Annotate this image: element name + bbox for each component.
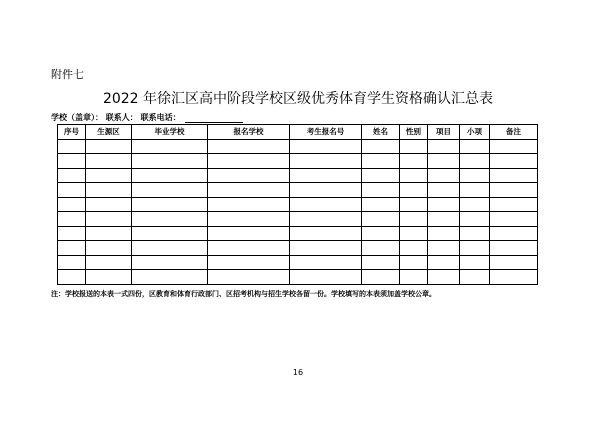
table-header-row bbox=[58, 125, 538, 140]
table-cell[interactable] bbox=[58, 226, 86, 241]
table-cell[interactable] bbox=[400, 255, 428, 270]
table-row bbox=[58, 212, 538, 227]
table-cell[interactable] bbox=[490, 139, 538, 154]
school-seal-label: 学校（盖章）： bbox=[51, 113, 103, 122]
table-cell[interactable] bbox=[428, 154, 460, 169]
table-cell[interactable] bbox=[132, 255, 208, 270]
table-cell[interactable] bbox=[132, 226, 208, 241]
table-cell[interactable] bbox=[490, 241, 538, 256]
table-cell[interactable] bbox=[208, 183, 290, 198]
table-cell[interactable] bbox=[58, 255, 86, 270]
table-cell[interactable] bbox=[208, 255, 290, 270]
table-cell[interactable] bbox=[490, 168, 538, 183]
table-cell[interactable] bbox=[400, 139, 428, 154]
table-cell[interactable] bbox=[290, 183, 362, 198]
table-cell[interactable] bbox=[428, 255, 460, 270]
table-cell[interactable] bbox=[428, 183, 460, 198]
table-cell[interactable] bbox=[132, 154, 208, 169]
col-header-remarks: 备注 bbox=[490, 125, 538, 140]
table-cell[interactable] bbox=[490, 270, 538, 285]
table-cell[interactable] bbox=[132, 212, 208, 227]
table-cell[interactable] bbox=[460, 197, 490, 212]
table-cell[interactable] bbox=[362, 212, 400, 227]
table-cell[interactable] bbox=[208, 270, 290, 285]
table-cell[interactable] bbox=[290, 241, 362, 256]
table-cell[interactable] bbox=[58, 241, 86, 256]
table-row bbox=[58, 255, 538, 270]
table-cell[interactable] bbox=[58, 168, 86, 183]
table-cell[interactable] bbox=[460, 139, 490, 154]
table-cell[interactable] bbox=[460, 212, 490, 227]
footnote: 注：学校报送的本表一式四份，区教育和体育行政部门、区招考机构与招生学校各留一份。学校填写的本表须加盖学校公章。 bbox=[51, 290, 436, 298]
table-cell[interactable] bbox=[460, 241, 490, 256]
col-header-gender: 性别 bbox=[400, 125, 428, 140]
table-cell[interactable] bbox=[58, 139, 86, 154]
table-cell[interactable] bbox=[428, 139, 460, 154]
table-cell[interactable] bbox=[208, 168, 290, 183]
table-cell[interactable] bbox=[58, 154, 86, 169]
annex-label: 附件七 bbox=[51, 68, 84, 81]
table-cell[interactable] bbox=[400, 197, 428, 212]
col-header-applied-school: 报名学校 bbox=[208, 125, 290, 140]
table-cell[interactable] bbox=[428, 226, 460, 241]
table-cell[interactable] bbox=[362, 255, 400, 270]
table-cell[interactable] bbox=[460, 226, 490, 241]
table-cell[interactable] bbox=[490, 154, 538, 169]
table-cell[interactable] bbox=[362, 270, 400, 285]
table-cell[interactable] bbox=[86, 255, 132, 270]
col-header-name: 姓名 bbox=[362, 125, 400, 140]
table-cell[interactable] bbox=[132, 168, 208, 183]
table-cell[interactable] bbox=[362, 241, 400, 256]
table-cell[interactable] bbox=[400, 168, 428, 183]
table-cell[interactable] bbox=[208, 241, 290, 256]
table-cell[interactable] bbox=[86, 197, 132, 212]
table-cell[interactable] bbox=[86, 212, 132, 227]
table-cell[interactable] bbox=[86, 183, 132, 198]
table-cell[interactable] bbox=[362, 139, 400, 154]
form-info-line bbox=[51, 112, 243, 123]
table-cell[interactable] bbox=[132, 241, 208, 256]
contact-phone-blank bbox=[185, 114, 243, 123]
table-cell[interactable] bbox=[290, 255, 362, 270]
table-cell[interactable] bbox=[132, 197, 208, 212]
col-header-serial: 序号 bbox=[58, 125, 86, 140]
table-cell[interactable] bbox=[208, 139, 290, 154]
table-cell[interactable] bbox=[428, 270, 460, 285]
table-cell[interactable] bbox=[428, 241, 460, 256]
table-cell[interactable] bbox=[290, 270, 362, 285]
contact-person-label: 联系人： bbox=[105, 113, 138, 122]
table-cell[interactable] bbox=[428, 212, 460, 227]
table-cell[interactable] bbox=[460, 255, 490, 270]
table-cell[interactable] bbox=[400, 212, 428, 227]
table-cell[interactable] bbox=[490, 183, 538, 198]
table-row bbox=[58, 197, 538, 212]
page-number: 16 bbox=[292, 368, 304, 377]
table-cell[interactable] bbox=[400, 226, 428, 241]
table-cell[interactable] bbox=[132, 183, 208, 198]
page-title: 2022 年徐汇区高中阶段学校区级优秀体育学生资格确认汇总表 bbox=[102, 91, 494, 107]
table-cell[interactable] bbox=[362, 183, 400, 198]
contact-phone-label: 联系电话： bbox=[140, 113, 181, 122]
table-row bbox=[58, 270, 538, 285]
table-cell[interactable] bbox=[290, 226, 362, 241]
table-cell[interactable] bbox=[86, 241, 132, 256]
table-cell[interactable] bbox=[428, 168, 460, 183]
table-cell[interactable] bbox=[208, 212, 290, 227]
table-cell[interactable] bbox=[400, 241, 428, 256]
col-header-source-district: 生源区 bbox=[86, 125, 132, 140]
table-cell[interactable] bbox=[362, 197, 400, 212]
table-cell[interactable] bbox=[400, 270, 428, 285]
table-cell[interactable] bbox=[460, 154, 490, 169]
table-cell[interactable] bbox=[58, 270, 86, 285]
table-cell[interactable] bbox=[132, 270, 208, 285]
col-header-sub-event: 小项 bbox=[460, 125, 490, 140]
table-cell[interactable] bbox=[460, 270, 490, 285]
table-row bbox=[58, 139, 538, 154]
table-cell[interactable] bbox=[290, 154, 362, 169]
table-cell[interactable] bbox=[490, 197, 538, 212]
table-cell[interactable] bbox=[290, 168, 362, 183]
table-cell[interactable] bbox=[58, 197, 86, 212]
table-cell[interactable] bbox=[290, 212, 362, 227]
table-cell[interactable] bbox=[208, 197, 290, 212]
table-body bbox=[58, 139, 538, 284]
table-cell[interactable] bbox=[208, 226, 290, 241]
table-cell[interactable] bbox=[362, 154, 400, 169]
table-row bbox=[58, 183, 538, 198]
table-cell[interactable] bbox=[428, 197, 460, 212]
table-cell[interactable] bbox=[400, 183, 428, 198]
table-cell[interactable] bbox=[490, 255, 538, 270]
table-cell[interactable] bbox=[86, 270, 132, 285]
table-cell[interactable] bbox=[208, 154, 290, 169]
table-row bbox=[58, 241, 538, 256]
table-cell[interactable] bbox=[290, 139, 362, 154]
table-cell[interactable] bbox=[132, 139, 208, 154]
table-cell[interactable] bbox=[58, 183, 86, 198]
table-cell[interactable] bbox=[460, 183, 490, 198]
table-row bbox=[58, 168, 538, 183]
table-cell[interactable] bbox=[86, 226, 132, 241]
col-header-graduating-school: 毕业学校 bbox=[132, 125, 208, 140]
table-cell[interactable] bbox=[86, 154, 132, 169]
summary-table bbox=[57, 124, 538, 285]
table-cell[interactable] bbox=[86, 168, 132, 183]
col-header-registration-number: 考生报名号 bbox=[290, 125, 362, 140]
table-row bbox=[58, 154, 538, 169]
table-cell[interactable] bbox=[460, 168, 490, 183]
table-row bbox=[58, 226, 538, 241]
table-cell[interactable] bbox=[362, 226, 400, 241]
table-cell[interactable] bbox=[490, 212, 538, 227]
table-cell[interactable] bbox=[58, 212, 86, 227]
table-cell[interactable] bbox=[490, 226, 538, 241]
table-cell[interactable] bbox=[400, 154, 428, 169]
table-cell[interactable] bbox=[362, 168, 400, 183]
table-cell[interactable] bbox=[290, 197, 362, 212]
col-header-event: 项目 bbox=[428, 125, 460, 140]
table-cell[interactable] bbox=[86, 139, 132, 154]
